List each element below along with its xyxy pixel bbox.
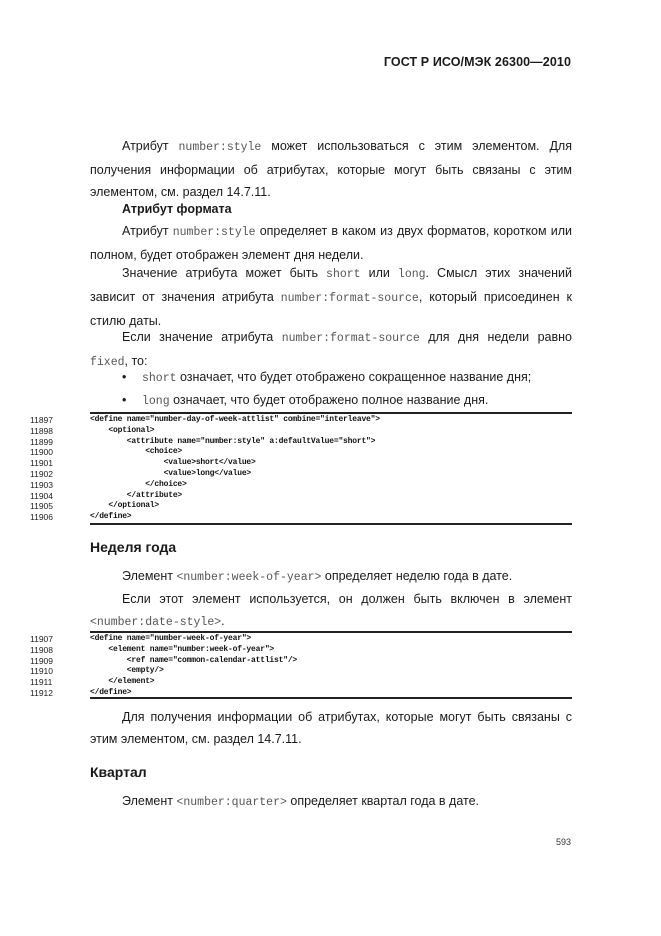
code-text: </choice>: [90, 479, 187, 489]
text: , который присоединен к стилю даты.: [90, 290, 573, 328]
text: .: [221, 614, 225, 628]
paragraph-week-attributes: Для получения информации об атрибутах, которые могут быть связаны с этим элементом, см. раздел 14.7.11.: [90, 710, 572, 746]
code-inline: number:format-source: [280, 292, 419, 305]
code-inline: fixed: [90, 356, 125, 369]
code-text: </optional>: [90, 501, 160, 511]
bullet-icon: •: [122, 370, 127, 384]
text: Если значение атрибута: [122, 330, 282, 344]
code-inline: short: [326, 268, 361, 281]
text: . Смысл этих значений зависит от значения атрибута: [90, 266, 572, 304]
code-text: <optional>: [90, 425, 155, 435]
code-inline: number:style: [178, 141, 262, 154]
code-text: <empty/>: [90, 666, 164, 676]
paragraph-style-usage: [90, 135, 572, 203]
code-block-bottom-rule: [90, 697, 572, 699]
code-text: <ref name="common-calendar-attlist"/>: [90, 655, 298, 665]
code-text: <attribute name="number:style" a:defaultValue="short">: [90, 436, 376, 446]
text: определяет квартал года в дате.: [286, 794, 480, 808]
bullet-item-long: [122, 389, 488, 413]
code-text: <value>short</value>: [90, 458, 256, 468]
line-number: 11907: [30, 634, 54, 644]
bullet-item-short: [122, 366, 531, 390]
text: Атрибут: [122, 224, 173, 238]
text: означает, что будет отображено сокращенное название дня;: [176, 370, 532, 384]
text: Значение атрибута может быть: [122, 266, 327, 280]
line-number: 11900: [30, 447, 54, 458]
paragraph-values: [90, 262, 572, 332]
line-number: 11911: [30, 677, 53, 688]
line-number: 11905: [30, 501, 54, 512]
code-block-top-rule: [90, 631, 572, 633]
line-number: 11912: [30, 688, 54, 698]
paragraph-quarter-element: [90, 790, 572, 814]
code-text: <value>long</value>: [90, 469, 252, 478]
code-block-bottom-rule: [90, 523, 572, 525]
code-inline: long: [397, 268, 426, 281]
code-text: <element name="number:week-of-year">: [90, 644, 275, 654]
code-text: </attribute>: [90, 490, 183, 500]
page-number: 593: [555, 837, 571, 847]
text: может использоваться с этим элементом. Для получения информации об атрибутах, которые могут быть связаны с этим элементом, см. раздел 14.7.11.: [90, 139, 572, 199]
code-text: <define name="number-week-of-year">: [90, 634, 252, 643]
code-text: </define>: [90, 512, 132, 522]
code-text: <define name="number-day-of-week-attlist" combine="interleave">: [90, 415, 380, 424]
text: Если этот элемент используется, он должен быть включен в элемент: [122, 592, 572, 606]
code-inline: number:style: [172, 226, 256, 239]
line-number: 11908: [30, 644, 54, 655]
text: определяет неделю года в дате.: [321, 569, 513, 583]
text: означает, что будет отображено полное название дня.: [169, 393, 489, 407]
line-number: 11910: [30, 666, 54, 677]
line-number: 11898: [30, 425, 54, 436]
section-heading-week-of-year: Неделя года: [90, 539, 177, 555]
line-number: 11901: [30, 458, 54, 469]
line-number: 11903: [30, 479, 54, 490]
code-inline: long: [142, 395, 170, 408]
text: , то:: [124, 354, 148, 368]
document-header: ГОСТ Р ИСО/МЭК 26300—2010: [383, 55, 571, 69]
code-inline: <number:week-of-year>: [176, 571, 322, 584]
line-number: 11909: [30, 655, 54, 666]
text: Атрибут: [122, 139, 179, 153]
text: определяет в каком из двух форматов, коротком или полном, будет отображен элемент дня недели.: [90, 224, 572, 262]
paragraph-style-defines: [90, 220, 572, 266]
text: для дня недели равно: [419, 330, 572, 344]
text: Элемент: [122, 794, 177, 808]
code-text: </element>: [90, 677, 155, 687]
text: или: [360, 266, 398, 280]
code-text: </define>: [90, 688, 132, 697]
line-number: 11899: [30, 436, 54, 447]
line-number: 11902: [30, 469, 54, 479]
subheading-format-attribute: Атрибут формата: [122, 202, 232, 216]
line-number: 11904: [30, 490, 54, 501]
line-number: 11906: [30, 512, 54, 523]
code-inline: short: [142, 372, 177, 385]
section-heading-quarter: Квартал: [90, 764, 147, 780]
code-inline: number:format-source: [281, 332, 420, 345]
code-inline: <number:date-style>: [90, 616, 222, 629]
line-number: 11897: [30, 415, 54, 425]
code-block-top-rule: [90, 412, 572, 414]
paragraph-week-usage: [90, 588, 572, 634]
paragraph-week-element: [90, 565, 572, 589]
code-inline: <number:quarter>: [176, 796, 287, 809]
bullet-icon: •: [122, 393, 127, 407]
text: Элемент: [122, 569, 177, 583]
code-text: <choice>: [90, 447, 183, 457]
